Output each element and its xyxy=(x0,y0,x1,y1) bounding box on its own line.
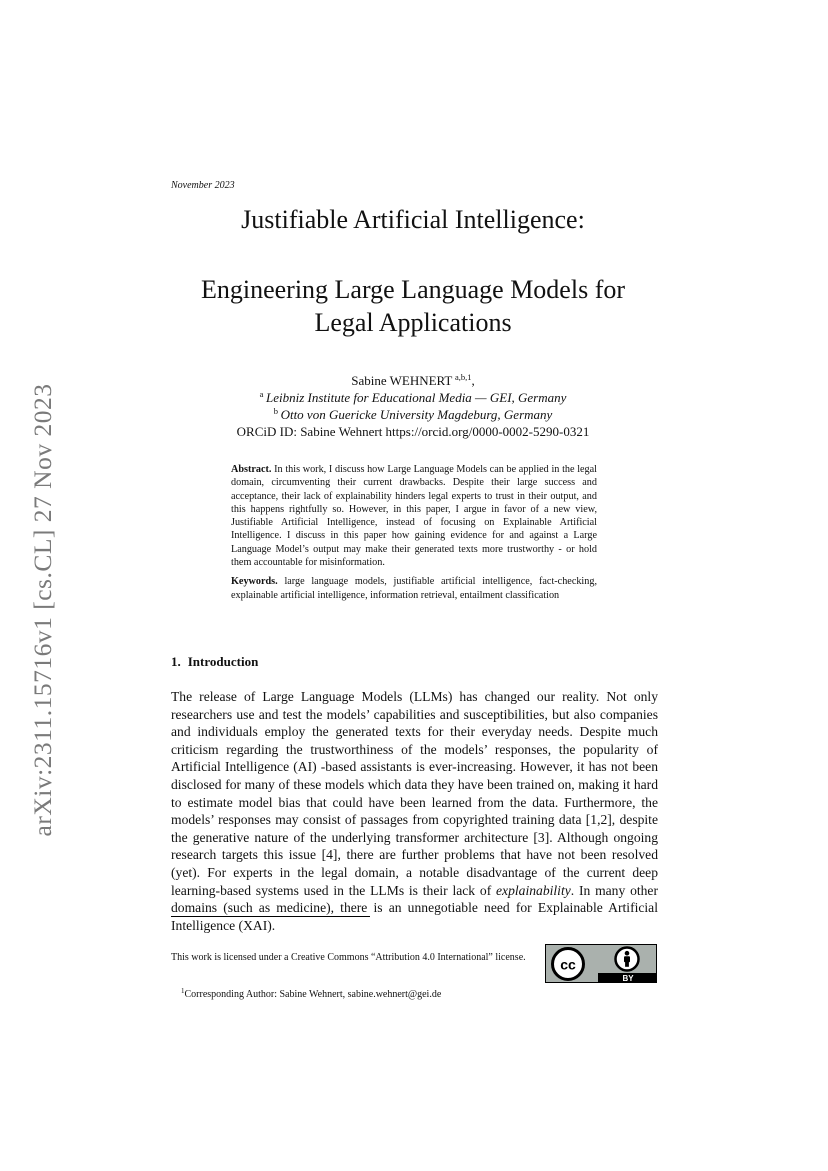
author-line xyxy=(170,372,656,389)
license-notice: This work is licensed under a Creative Commons “Attribution 4.0 International” license. xyxy=(171,952,526,963)
publication-date: November 2023 xyxy=(171,180,235,191)
author-block xyxy=(170,372,656,440)
footnote-mark: 1 xyxy=(181,987,185,995)
affiliation-b-mark: b xyxy=(273,406,278,416)
intro-text-part-1: The release of Large Language Models (LLMs) has changed our reality. Not only researchers use and test the models’ capabilities and susceptibilities, but also companies and individuals employ the generated texts for their everyday needs. Despite much criticism regarding the trustworthiness of the models’ responses, the popularity of Artificial Intelligence (AI) -based assistants is ever-increasing. However, it has not been disclosed for many of these models which data they have been trained on, making it hard to estimate model bias that could have been learned from the data. Furthermore, the models’ responses may consist of passages from copyrighted training data [1,2], despite the generative nature of the underlying transformer architecture [3]. Although ongoing research targets this issue [4], there are further problems that have not been resolved (yet). For experts in the legal domain, a notable disadvantage of the current deep learning-based systems used in the LLMs is their lack of xyxy=(171,689,658,898)
paper-title-line-1: Justifiable Artificial Intelligence: xyxy=(241,205,585,234)
keywords-label: Keywords. xyxy=(231,576,278,588)
affiliation-b xyxy=(170,406,656,423)
section-title: Introduction xyxy=(187,654,259,669)
cc-logo-text: cc xyxy=(560,956,576,973)
affiliation-a-mark: a xyxy=(259,389,264,399)
author-trailing: , xyxy=(471,373,475,388)
paper-title-lines-2-3 xyxy=(140,273,686,339)
section-heading xyxy=(171,654,258,670)
keywords-text: large language models, justifiable artificial intelligence, fact-checking, explainable artificial intelligence, information retrieval, entailment classification xyxy=(231,576,597,601)
introduction-paragraph xyxy=(171,688,658,934)
orcid-line: ORCiD ID: Sabine Wehnert https://orcid.org/0000-0002-5290-0321 xyxy=(236,424,590,439)
attribution-person-icon xyxy=(614,946,640,972)
abstract-paragraph xyxy=(231,463,597,569)
abstract-label: Abstract. xyxy=(231,464,272,475)
section-number: 1. xyxy=(171,654,181,669)
paper-title-line-3: Legal Applications xyxy=(314,308,512,337)
creative-commons-icon xyxy=(549,947,587,981)
intro-emphasis: explainability xyxy=(496,882,571,898)
paper-title-line-2: Engineering Large Language Models for xyxy=(200,275,626,304)
arxiv-identifier-stamp: arXiv:2311.15716v1 [cs.CL] 27 Nov 2023 xyxy=(28,383,57,837)
by-label: BY xyxy=(622,974,634,983)
affiliation-b-text: Otto von Guericke University Magdeburg, Germany xyxy=(280,407,553,422)
abstract-text: In this work, I discuss how Large Language Models can be applied in the legal domain, circumventing their current drawbacks. Despite their large success and acceptance, their lack of explainability hinders legal experts to trust in their output, and this happens rightfully so. However, in this paper, I argue in favor of a new view, Justifiable Artificial Intelligence, instead of focusing on Explainable Artificial Intelligence. I discuss in this paper how gaining evidence for and against a Large Language Model’s output may make their generated texts more trustworthy - or hold them accountable for misinformation. xyxy=(231,464,597,569)
footnote-divider xyxy=(171,916,370,917)
keywords-paragraph xyxy=(231,575,597,602)
author-name: Sabine WEHNERT xyxy=(351,373,453,388)
footnote-text: Corresponding Author: Sabine Wehnert, sabine.wehnert@gei.de xyxy=(184,989,442,1000)
abstract-block xyxy=(231,463,597,602)
corresponding-author-footnote xyxy=(181,989,441,1000)
affiliation-a-text: Leibniz Institute for Educational Media — GEI, Germany xyxy=(265,390,567,405)
affiliation-a xyxy=(170,389,656,406)
intro-text-part-2: . In many other domains (such as medicine), there is an unnegotiable need for Explainable Artificial Intelligence (XAI). xyxy=(171,882,658,933)
author-affiliation-marks: a,b,1 xyxy=(454,372,472,382)
cc-by-license-badge[interactable] xyxy=(545,944,657,983)
